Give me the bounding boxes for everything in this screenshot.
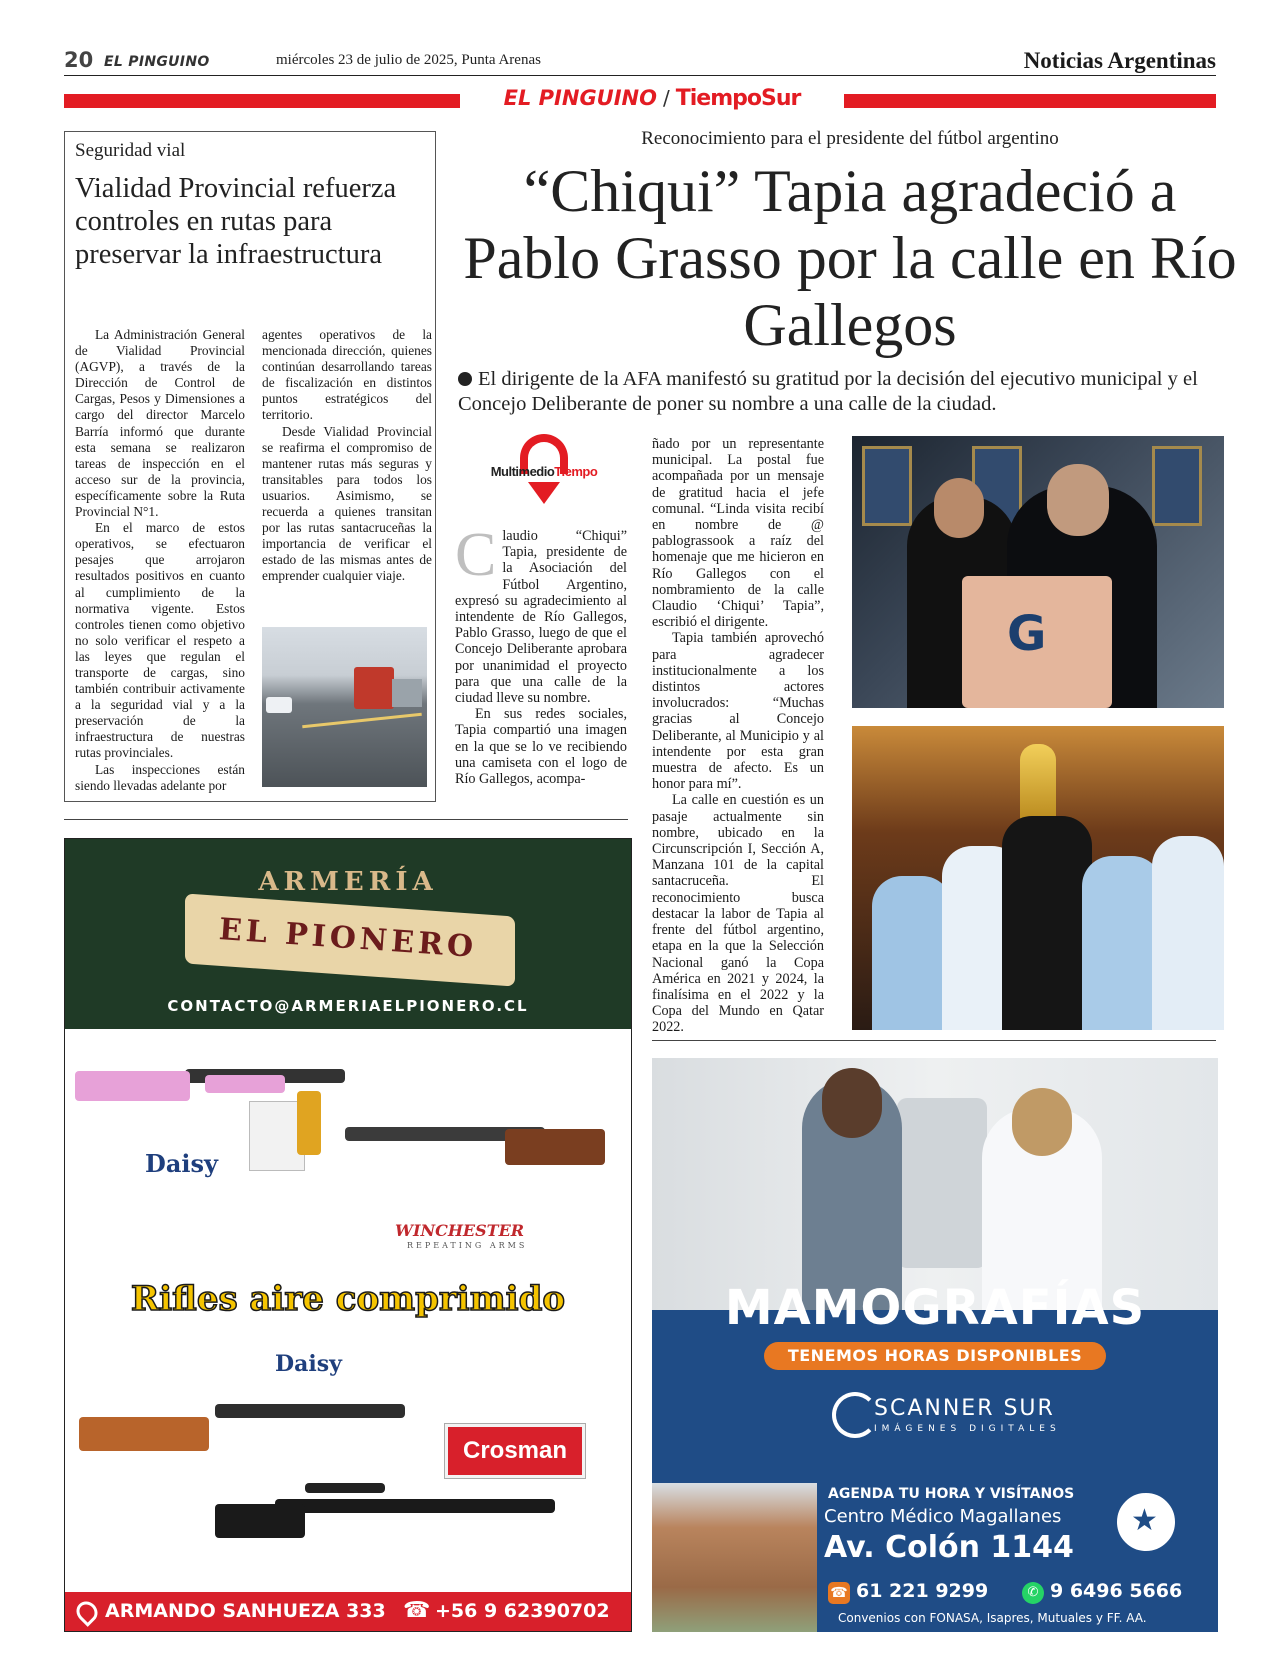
patient-head: [822, 1068, 882, 1138]
agenda-text: AGENDA TU HORA Y VISÍTANOS: [828, 1486, 1075, 1502]
main-column-2: [652, 436, 824, 1036]
player: [1152, 836, 1224, 1030]
wall-frame: [862, 446, 912, 526]
player: [872, 876, 952, 1030]
availability-pill: TENEMOS HORAS DISPONIBLES: [764, 1342, 1106, 1370]
paragraph: Desde Vialidad Provincial se reafirma el compromiso de mantener rutas más seguras y transitables para todos los usuarios. Asimismo, se recuerda a quienes transitan por las rutas santacruceñas la importancia de verificar el estado de las mismas antes de emprender cualquier viaje.: [262, 423, 432, 584]
logo-text-a: Multimedio: [490, 464, 555, 479]
paragraph: Tapia también aprovechó para agradecer institucionalmente a los distintos actores involucrados: “Muchas gracias al Concejo Deliberante, al Municipio y al intendente por esta gran muestra de afecto. Es un honor para mí”.: [652, 630, 824, 793]
article-headline: Vialidad Provincial refuerza controles en rutas para preservar la infraestructura: [75, 173, 397, 270]
patrol-car: [266, 697, 292, 713]
ad-email: CONTACTO@ARMERIAELPIONERO.CL: [167, 997, 529, 1015]
logo-text-b: Tiempo: [554, 464, 598, 479]
multimedio-tiempo-logo: [482, 434, 606, 508]
dateline: miércoles 23 de julio de 2025, Punta Arenas: [276, 52, 541, 68]
mammography-machine: [897, 1098, 987, 1268]
technician-head: [1012, 1088, 1072, 1156]
main-column-1: [455, 521, 627, 788]
face-left: [934, 478, 984, 538]
mamografias-ad: [652, 1058, 1218, 1632]
main-kicker: Reconocimiento para el presidente del fútbol argentino: [641, 128, 1059, 149]
road-line: [302, 713, 422, 729]
shirt-logo: G: [1007, 606, 1047, 662]
road-safety-article: [64, 131, 436, 802]
daisy-logo-2: Daisy: [275, 1351, 342, 1377]
page-number: 20: [64, 48, 94, 72]
winchester-stock: [505, 1129, 605, 1165]
winchester-sub: REPEATING ARMS: [407, 1241, 528, 1250]
ad-name: EL PIONERO: [217, 912, 479, 965]
heart-tip-icon: [528, 482, 560, 504]
phone-icon: ☎: [403, 1598, 431, 1623]
paragraph-text: laudio “Chiqui” Tapia, presidente de la Asociación del Fútbol Argentino, expresó su agradecimiento al intendente de Río Gallegos, Pablo Grasso, luego de que el Concejo Deliberante aprobara por unanimidad el proyecto para que una calle de la ciudad lleve su nombre.: [455, 528, 627, 707]
ad-address: ARMANDO SANHUEZA 333: [105, 1600, 386, 1622]
brand-tiemposur: TiempoSur: [675, 86, 801, 111]
building-photo: [652, 1483, 817, 1632]
truck: [354, 667, 394, 709]
phone-1: 61 221 9299: [856, 1580, 989, 1602]
article-column-2: [262, 327, 432, 585]
bullet-icon: [458, 372, 472, 386]
company-sub: IMÁGENES DIGITALES: [874, 1424, 1061, 1434]
paragraph: La calle en cuestión es un pasaje actualmente sin nombre, ubicado en la Circunscripción I, Sección A, Manzana 101 de la capital santacruceña. El reconocimiento busca destacar la labor de Tapia al frente del fútbol argentino, etapa en la que la Selección Nacional ganó la Copa América en 2021 y 2024, la finalísima en el 2022 y la Copa del Mundo en Qatar 2022.: [652, 792, 824, 1036]
company-name: SCANNER SUR: [874, 1396, 1055, 1421]
crosman-stock: [215, 1504, 305, 1538]
paragraph: En sus redes sociales, Tapia compartió una imagen en la que se lo ve recibiendo una camiseta con el logo de Río Gallegos, acompa-: [455, 706, 627, 788]
red-ryder-barrel: [215, 1404, 405, 1418]
trophy: [1020, 744, 1056, 824]
phone-icon: ☎: [828, 1582, 850, 1604]
gallegos-shirt: [962, 576, 1112, 708]
phone-2: 9 6496 5666: [1050, 1580, 1183, 1602]
divider: [652, 1040, 1216, 1041]
main-subtitle: [458, 367, 1218, 417]
center-address: Av. Colón 1144: [824, 1530, 1074, 1565]
conventions-text: Convenios con FONASA, Isapres, Mutuales y FF. AA.: [838, 1611, 1147, 1625]
wall-frame: [1152, 446, 1202, 526]
ad-top-word: ARMERÍA: [258, 867, 438, 897]
section-title: Noticias Argentinas: [1023, 48, 1216, 73]
pink-rifle-stock: [75, 1071, 190, 1101]
ad-headline: Rifles aire comprimido: [130, 1279, 566, 1319]
main-title: “Chiqui” Tapia agradeció a Pablo Grasso por la calle en Río Gallegos: [463, 158, 1237, 358]
crosman-logo: Crosman: [445, 1424, 585, 1478]
player: [1082, 856, 1162, 1030]
divider: [64, 819, 628, 820]
crosman-barrel: [275, 1499, 555, 1513]
clinic-photo: [652, 1058, 1218, 1310]
armeria-ad: [64, 838, 632, 1632]
dropcap: C: [455, 521, 497, 589]
tapia-shirt-photo: [852, 436, 1224, 708]
brand-separator: /: [662, 86, 670, 110]
whatsapp-icon: ✆: [1022, 1582, 1044, 1604]
red-ryder-stock: [79, 1417, 209, 1451]
star-icon: ★: [1131, 1504, 1158, 1537]
page-header: [64, 48, 1216, 76]
scanner-logo-icon: [832, 1392, 878, 1438]
scope: [305, 1483, 385, 1493]
brand-bar: [476, 86, 828, 116]
paragraph: ñado por un representante municipal. La postal fue acompañada por un mensaje de gratitud hacia el jefe comunal. “Linda visita recibí en nombre de @ pablograssook a raíz del homenaje que me hicieron en Río Gallegos con el nombramiento de la calle Claudio ‘Chiqui’ Tapia”, escribió el dirigente.: [652, 436, 824, 631]
winchester-logo: WINCHESTER: [395, 1221, 525, 1240]
face-right: [1047, 464, 1109, 536]
ad-phone: +56 9 62390702: [435, 1600, 610, 1622]
road-inspection-photo: [262, 627, 427, 787]
pink-rifle-forend: [205, 1075, 285, 1093]
ad-footer: [65, 1592, 631, 1632]
accreditation-seal: [1114, 1490, 1178, 1554]
trailer: [392, 679, 422, 707]
paragraph: La Administración General de Vialidad Provincial (AGVP), a través de la Dirección de Control de Cargas, Pesos y Dimensiones a cargo del director Marcelo Barría informó que durante esta semana se realizaron tareas de inspección en el acceso sur de la provincia, específicamente sobre la Ruta Provincial N°1.: [75, 327, 245, 520]
paragraph: En el marco de estos operativos, se efectuaron pesajes que arrojaron resultados positivos en cuanto al cumplimiento de la normativa vigente. Estos controles tienen como objetivo no solo verificar el respeto a las leyes que regulan el transporte de cargas, sino también contribuir activamente a la seguridad vial y a la preservación de la infraestructura de nuestras rutas provinciales.: [75, 520, 245, 761]
player: [1002, 816, 1092, 1030]
paragraph: Las inspecciones están siendo llevadas adelante por: [75, 761, 245, 793]
article-kicker: Seguridad vial: [75, 140, 186, 161]
brand-pinguino: EL PINGUINO: [503, 86, 657, 110]
center-name: Centro Médico Magallanes: [824, 1506, 1062, 1527]
paragraph: [455, 521, 627, 707]
paper-logo: EL PINGUINO: [104, 54, 210, 70]
logo-text: [482, 464, 606, 479]
red-bar-left: [64, 94, 460, 108]
daisy-logo: Daisy: [145, 1149, 218, 1178]
location-pin-icon: [72, 1597, 102, 1627]
article-column-1: [75, 327, 245, 794]
pellet-tin: [297, 1091, 321, 1155]
world-cup-celebration-photo: [852, 726, 1224, 1030]
ad-headline: MAMOGRAFÍAS: [724, 1280, 1146, 1336]
subtitle-text: El dirigente de la AFA manifestó su gratitud por la decisión del ejecutivo municipal y el Concejo Deliberante de poner su nombre a una calle de la ciudad.: [458, 368, 1198, 415]
paragraph: agentes operativos de la mencionada dirección, quienes continúan desarrollando tareas de fiscalización en distintos puntos estratégicos del territorio.: [262, 327, 432, 423]
red-bar-right: [844, 94, 1216, 108]
